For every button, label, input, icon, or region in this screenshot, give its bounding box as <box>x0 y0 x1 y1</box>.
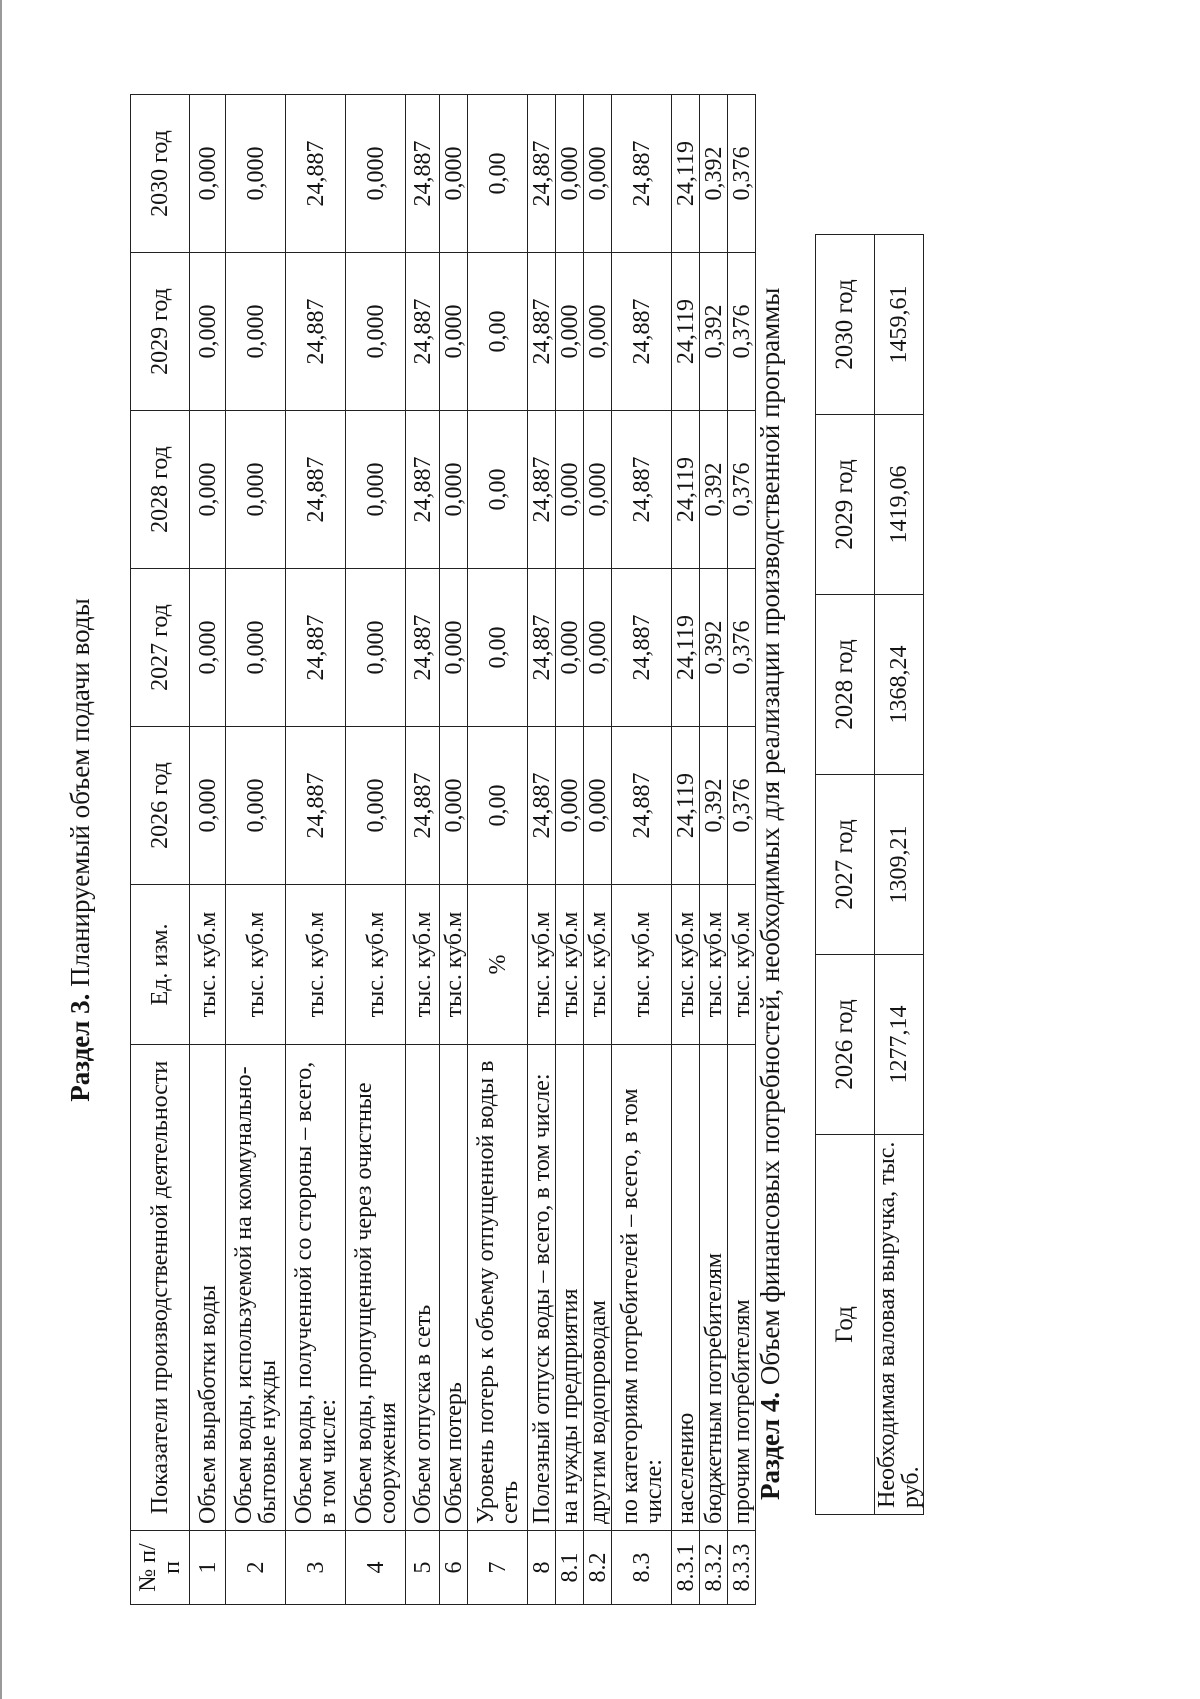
revenue-value: 1368,24 <box>875 595 924 775</box>
header-year: 2026 год <box>131 727 190 885</box>
table-row <box>672 95 700 1605</box>
row-value: 0,000 <box>190 727 226 885</box>
row-number: 8.3.3 <box>728 1531 756 1605</box>
row-value: 0,000 <box>346 95 406 253</box>
row-unit: тыс. куб.м <box>346 885 406 1045</box>
row-value: 24,887 <box>528 727 556 885</box>
section-4-title <box>755 288 785 1500</box>
table-header-row <box>816 235 875 1515</box>
row-value: 0,392 <box>700 727 728 885</box>
row-number: 7 <box>468 1531 528 1605</box>
row-unit: тыс. куб.м <box>190 885 226 1045</box>
row-value: 24,887 <box>528 253 556 411</box>
row-value: 0,000 <box>584 727 612 885</box>
row-number: 8.2 <box>584 1531 612 1605</box>
row-number: 4 <box>346 1531 406 1605</box>
row-number: 5 <box>406 1531 440 1605</box>
row-value: 24,119 <box>672 253 700 411</box>
row-value: 0,392 <box>700 569 728 727</box>
row-value: 0,376 <box>728 95 756 253</box>
row-number: 2 <box>226 1531 286 1605</box>
row-indicator: бюджетным потребителям <box>700 1045 728 1531</box>
row-value: 0,000 <box>346 569 406 727</box>
section-3-title-bold: Раздел 3. <box>65 993 95 1102</box>
header-year: 2030 год <box>131 95 190 253</box>
row-value: 0,392 <box>700 411 728 569</box>
row-value: 0,00 <box>468 569 528 727</box>
header-year: 2029 год <box>816 415 875 595</box>
row-value: 0,000 <box>226 411 286 569</box>
row-unit: тыс. куб.м <box>406 885 440 1045</box>
row-value: 0,000 <box>584 253 612 411</box>
section-4-title-bold: Раздел 4. <box>755 1391 785 1500</box>
row-value: 24,887 <box>286 727 346 885</box>
table-row <box>440 95 468 1605</box>
row-unit: тыс. куб.м <box>286 885 346 1045</box>
header-year: 2026 год <box>816 955 875 1135</box>
table-row <box>468 95 528 1605</box>
row-value: 0,392 <box>700 95 728 253</box>
row-value: 24,887 <box>406 253 440 411</box>
section-4-title-text: Объем финансовых потребностей, необходимых для реализации производственной программы <box>755 287 785 1392</box>
table-row <box>406 95 440 1605</box>
row-value: 0,000 <box>556 95 584 253</box>
row-value: 0,000 <box>346 411 406 569</box>
row-value: 0,000 <box>190 253 226 411</box>
row-value: 0,000 <box>584 95 612 253</box>
row-value: 0,00 <box>468 411 528 569</box>
row-indicator: Объем отпуска в сеть <box>406 1045 440 1531</box>
header-year: 2027 год <box>131 569 190 727</box>
row-value: 0,000 <box>190 411 226 569</box>
section-3-title <box>65 40 95 1660</box>
row-value: 0,000 <box>346 727 406 885</box>
row-value: 0,376 <box>728 727 756 885</box>
row-value: 24,887 <box>528 569 556 727</box>
row-value: 0,000 <box>556 411 584 569</box>
header-num: № п/п <box>131 1531 190 1605</box>
scan-edge <box>0 0 2 1699</box>
row-value: 0,00 <box>468 95 528 253</box>
table-row <box>584 95 612 1605</box>
rotated-page <box>25 40 1175 1660</box>
row-indicator: Объем потерь <box>440 1045 468 1531</box>
revenue-value: 1419,06 <box>875 415 924 595</box>
row-unit: тыс. куб.м <box>226 885 286 1045</box>
row-unit: тыс. куб.м <box>672 885 700 1045</box>
row-value: 24,887 <box>612 411 672 569</box>
table-row <box>528 95 556 1605</box>
row-value: 24,887 <box>528 95 556 253</box>
table-row <box>556 95 584 1605</box>
row-value: 24,887 <box>286 253 346 411</box>
row-value: 0,376 <box>728 411 756 569</box>
row-value: 0,000 <box>556 253 584 411</box>
header-year: 2029 год <box>131 253 190 411</box>
row-number: 8 <box>528 1531 556 1605</box>
row-value: 24,887 <box>612 569 672 727</box>
row-indicator: другим водопроводам <box>584 1045 612 1531</box>
table-row <box>346 95 406 1605</box>
row-value: 0,000 <box>440 411 468 569</box>
row-value: 0,00 <box>468 253 528 411</box>
row-value: 24,119 <box>672 727 700 885</box>
row-indicator: Полезный отпуск воды – всего, в том числе: <box>528 1045 556 1531</box>
header-year: 2028 год <box>131 411 190 569</box>
header-indicator: Показатели производственной деятельности <box>131 1045 190 1531</box>
section-3-title-text: Планируемый объем подачи воды <box>65 598 95 994</box>
row-number: 3 <box>286 1531 346 1605</box>
row-value: 0,392 <box>700 253 728 411</box>
row-indicator: на нужды предприятия <box>556 1045 584 1531</box>
row-value: 0,376 <box>728 569 756 727</box>
row-value: 24,887 <box>286 411 346 569</box>
row-number: 8.3.1 <box>672 1531 700 1605</box>
row-value: 0,000 <box>346 253 406 411</box>
row-number: 8.1 <box>556 1531 584 1605</box>
row-value: 24,887 <box>406 569 440 727</box>
row-value: 0,000 <box>556 727 584 885</box>
row-value: 24,887 <box>612 95 672 253</box>
row-value: 24,119 <box>672 95 700 253</box>
table-row <box>700 95 728 1605</box>
table-row <box>875 235 924 1515</box>
row-unit: тыс. куб.м <box>528 885 556 1045</box>
row-value: 0,00 <box>468 727 528 885</box>
header-year-label: Год <box>816 1135 875 1515</box>
row-value: 24,887 <box>406 727 440 885</box>
row-value: 24,887 <box>612 253 672 411</box>
row-unit: тыс. куб.м <box>440 885 468 1045</box>
row-value: 24,887 <box>612 727 672 885</box>
row-value: 0,000 <box>556 569 584 727</box>
row-unit: тыс. куб.м <box>728 885 756 1045</box>
row-value: 0,000 <box>440 95 468 253</box>
water-supply-table <box>130 94 756 1605</box>
row-unit: тыс. куб.м <box>584 885 612 1045</box>
table-row <box>728 95 756 1605</box>
row-number: 6 <box>440 1531 468 1605</box>
row-number: 8.3.2 <box>700 1531 728 1605</box>
row-unit: тыс. куб.м <box>612 885 672 1045</box>
table-row <box>286 95 346 1605</box>
header-year: 2027 год <box>816 775 875 955</box>
header-year: 2030 год <box>816 235 875 415</box>
row-value: 0,000 <box>226 95 286 253</box>
row-indicator: Объем воды, используемой на коммунально-бытовые нужды <box>226 1045 286 1531</box>
row-indicator: Объем воды, пропущенной через очистные сооружения <box>346 1045 406 1531</box>
row-value: 0,000 <box>190 95 226 253</box>
row-value: 0,376 <box>728 253 756 411</box>
row-unit: тыс. куб.м <box>556 885 584 1045</box>
row-value: 24,119 <box>672 411 700 569</box>
row-number: 1 <box>190 1531 226 1605</box>
revenue-label: Необходимая валовая выручка, тыс. руб. <box>875 1135 924 1515</box>
row-unit: % <box>468 885 528 1045</box>
row-value: 24,119 <box>672 569 700 727</box>
row-value: 0,000 <box>226 569 286 727</box>
revenue-value: 1309,21 <box>875 775 924 955</box>
table-header-row <box>131 95 190 1605</box>
table-row <box>226 95 286 1605</box>
row-number: 8.3 <box>612 1531 672 1605</box>
row-indicator: по категориям потребителей – всего, в том числе: <box>612 1045 672 1531</box>
row-value: 0,000 <box>440 253 468 411</box>
row-value: 0,000 <box>190 569 226 727</box>
financial-needs-table <box>815 234 924 1515</box>
header-year: 2028 год <box>816 595 875 775</box>
row-value: 0,000 <box>584 411 612 569</box>
row-value: 0,000 <box>584 569 612 727</box>
table-row <box>612 95 672 1605</box>
row-value: 24,887 <box>406 95 440 253</box>
row-indicator: Объем выработки воды <box>190 1045 226 1531</box>
revenue-value: 1277,14 <box>875 955 924 1135</box>
row-indicator: населению <box>672 1045 700 1531</box>
header-unit: Ед. изм. <box>131 885 190 1045</box>
revenue-value: 1459,61 <box>875 235 924 415</box>
row-value: 0,000 <box>226 727 286 885</box>
row-value: 24,887 <box>528 411 556 569</box>
row-indicator: Объем воды, полученной со стороны – всего, в том числе: <box>286 1045 346 1531</box>
row-value: 0,000 <box>440 727 468 885</box>
row-value: 24,887 <box>286 95 346 253</box>
row-value: 24,887 <box>286 569 346 727</box>
row-value: 24,887 <box>406 411 440 569</box>
row-value: 0,000 <box>226 253 286 411</box>
table-row <box>190 95 226 1605</box>
row-indicator: Уровень потерь к объему отпущенной воды в сеть <box>468 1045 528 1531</box>
row-unit: тыс. куб.м <box>700 885 728 1045</box>
row-value: 0,000 <box>440 569 468 727</box>
row-indicator: прочим потребителям <box>728 1045 756 1531</box>
